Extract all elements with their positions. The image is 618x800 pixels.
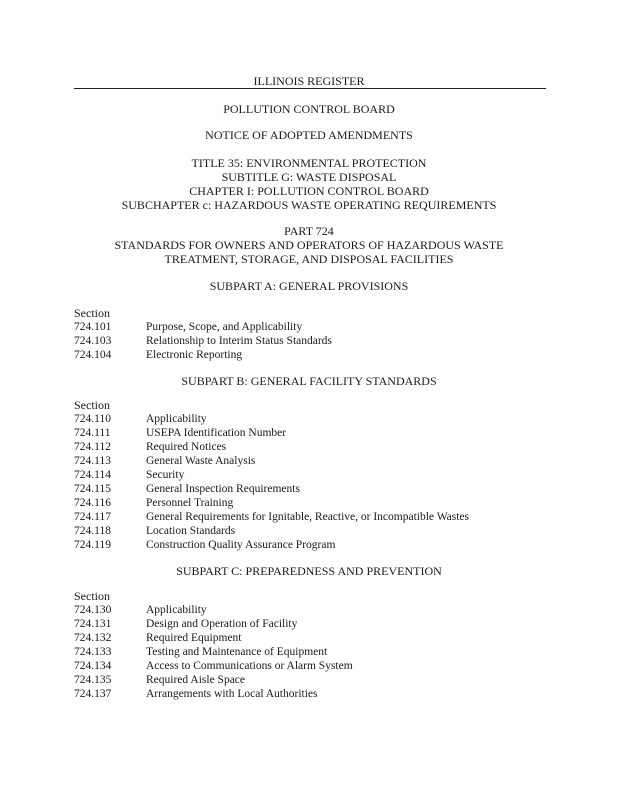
section-title: General Requirements for Ignitable, Reactive, or Incompatible Wastes [146,511,469,523]
subpart-c-title: SUBPART C: PREPAREDNESS AND PREVENTION [176,564,442,578]
table-row [74,617,297,631]
section-title: Access to Communications or Alarm System [146,660,353,672]
table-row [74,538,335,552]
table-row [74,673,245,687]
table-row [74,426,286,440]
section-number: 724.111 [74,427,111,439]
section-title: Arrangements with Local Authorities [146,688,318,700]
section-title: Applicability [146,413,207,425]
title-line: TITLE 35: ENVIRONMENTAL PROTECTION [191,156,427,170]
table-row [74,659,353,673]
section-number: 724.104 [74,349,112,361]
section-number: 724.114 [74,469,111,481]
table-row [74,334,332,348]
section-title: Security [146,469,185,481]
section-title: Applicability [146,604,207,616]
section-number: 724.135 [74,674,112,686]
table-row [74,687,318,701]
subpart-b-title: SUBPART B: GENERAL FACILITY STANDARDS [181,374,437,388]
section-number: 724.110 [74,413,111,425]
section-number: 724.130 [74,604,112,616]
notice-title: NOTICE OF ADOPTED AMENDMENTS [205,128,413,142]
section-label: Section [74,398,110,412]
table-row [74,496,233,510]
section-title: Purpose, Scope, and Applicability [146,321,303,333]
section-number: 724.115 [74,483,111,495]
section-number: 724.134 [74,660,112,672]
section-title: Personnel Training [146,497,234,509]
header-rule-left [74,88,114,89]
section-title: Required Notices [146,441,227,453]
subchapter-line: SUBCHAPTER c: HAZARDOUS WASTE OPERATING REQUIREMENTS [121,198,497,212]
table-row [74,412,207,426]
section-number: 724.103 [74,335,112,347]
part-title-line-1: STANDARDS FOR OWNERS AND OPERATORS OF HAZARDOUS WASTE [114,238,504,252]
table-row [74,645,327,659]
chapter-line: CHAPTER I: POLLUTION CONTROL BOARD [189,184,429,198]
section-number: 724.117 [74,511,111,523]
table-row [74,440,226,454]
table-row [74,631,242,645]
section-label: Section [74,306,110,320]
section-number: 724.113 [74,455,111,467]
table-row [74,348,242,362]
section-number: 724.101 [74,321,112,333]
section-label: Section [74,589,110,603]
table-row [74,510,469,524]
section-title: Required Equipment [146,632,242,644]
section-title: Design and Operation of Facility [146,618,298,630]
header-rule [114,88,444,89]
section-title: Relationship to Interim Status Standards [146,335,332,347]
section-title: Required Aisle Space [146,674,246,686]
section-number: 724.119 [74,539,111,551]
section-title: General Waste Analysis [146,455,256,467]
section-title: General Inspection Requirements [146,483,300,495]
section-number: 724.137 [74,688,112,700]
table-row [74,320,302,334]
section-number: 724.112 [74,441,111,453]
section-number: 724.118 [74,525,111,537]
table-row [74,454,255,468]
agency-title: POLLUTION CONTROL BOARD [223,102,395,116]
subpart-a-title: SUBPART A: GENERAL PROVISIONS [209,279,409,293]
section-title: Electronic Reporting [146,349,243,361]
section-title: USEPA Identification Number [146,427,287,439]
register-header: ILLINOIS REGISTER [253,74,365,88]
table-row [74,603,207,617]
section-number: 724.132 [74,632,112,644]
section-title: Location Standards [146,525,236,537]
part-number: PART 724 [284,224,334,238]
part-title-line-2: TREATMENT, STORAGE, AND DISPOSAL FACILITIES [164,252,454,266]
section-number: 724.133 [74,646,112,658]
header-rule-right [444,88,546,89]
subtitle-line: SUBTITLE G: WASTE DISPOSAL [221,170,397,184]
table-row [74,482,300,496]
section-number: 724.131 [74,618,112,630]
section-number: 724.116 [74,497,111,509]
section-title: Testing and Maintenance of Equipment [146,646,328,658]
table-row [74,524,235,538]
section-title: Construction Quality Assurance Program [146,539,336,551]
table-row [74,468,184,482]
